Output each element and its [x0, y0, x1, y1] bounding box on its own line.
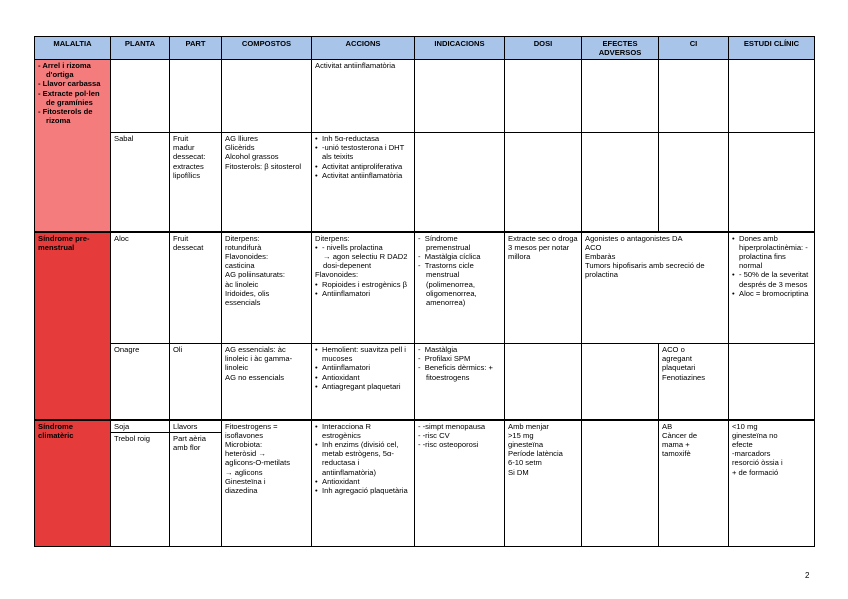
planta-soja: Soja — [111, 420, 170, 433]
part-trebol: Part aèria amb flor — [170, 433, 222, 547]
planta-cell — [111, 60, 170, 133]
header-dosi: DOSI — [505, 37, 582, 60]
part-onagre: Oli — [170, 344, 222, 420]
page-number: 2 — [805, 571, 810, 580]
estudi-aloc: • Dones amb hiperprolactinèmia: -prolactina fins normal • - 50% de la severitat després de 3 mesos • Aloc = bromocriptina — [729, 232, 815, 344]
header-indicacions: INDICACIONS — [415, 37, 505, 60]
part-soja: Llavors — [170, 420, 222, 433]
compostos-aloc: Diterpens: rotundifurà Flavonoides: casticina AG poliinsaturats: àc linoleic Iridoides, olis essencials — [222, 232, 312, 344]
header-row — [35, 37, 815, 60]
compostos-onagre: AG essencials: àc linoleic i àc gamma-linoleic AG no essencials — [222, 344, 312, 420]
indicacions-onagre: - Mastàlgia - Profilaxi SPM - Beneficis dèrmics: + fitoestrogens — [415, 344, 505, 420]
part-cell — [170, 60, 222, 133]
planta-aloc: Aloc — [111, 232, 170, 344]
accions-cell: Activitat antiinflamatòria — [312, 60, 415, 133]
dosi-climateric: Amb menjar >15 mg ginesteïna Període latència 6-10 setm Si DM — [505, 420, 582, 547]
accions-onagre: • Hemolient: suavitza pell i mucoses • Antiinflamatori • Antioxidant • Antiagregant plaquetari — [312, 344, 415, 420]
header-ci: CI — [659, 37, 729, 60]
header-compostos: COMPOSTOS — [222, 37, 312, 60]
table-row — [35, 232, 815, 344]
malaltia-list: - Arrel i rizoma d'ortiga - Llavor carbassa - Extracte pol·len de gramínies - Fitosterols de rizoma — [38, 61, 101, 126]
indicacions-climateric: - -simpt menopausa - -risc CV - -risc osteoporosi — [415, 420, 505, 547]
table-row — [35, 60, 815, 133]
ci-climateric: AB Càncer de mama + tamoxifè — [659, 420, 729, 547]
planta-onagre: Onagre — [111, 344, 170, 420]
malaltia-climateric: Síndrome climatèric — [35, 420, 111, 547]
table-row — [35, 344, 815, 420]
header-accions: ACCIONS — [312, 37, 415, 60]
efectes-aloc: Agonistes o antagonistes DA ACO Embaràs Tumors hipofisaris amb secreció de prolactina — [582, 232, 729, 344]
accions-aloc: Diterpens: • - nivells prolactina → agon selectiu R DAD2 dosi-depenent Flavonoides: • Ropioides i estrogènics β • Antiinflamatori — [312, 232, 415, 344]
planta-trebol: Trebol roig — [111, 433, 170, 547]
planta-sabal: Sabal — [111, 133, 170, 232]
estudi-climateric: <10 mg ginesteïna no efecte -marcadors resorció òssia i + de formació — [729, 420, 815, 547]
ci-onagre: ACO o agregant plaquetari Fenotiazines — [659, 344, 729, 420]
header-efectes-adversos: EFECTES ADVERSOS — [582, 37, 659, 60]
header-estudi-clinic: ESTUDI CLÍNIC — [729, 37, 815, 60]
part-aloc: Fruit dessecat — [170, 232, 222, 344]
header-part: PART — [170, 37, 222, 60]
compostos-climateric: Fitoestrogens = isoflavones Microbiota: heteròsid → aglicons-O-metilats → aglicons Ginesteïna i diazedina — [222, 420, 312, 547]
dosi-aloc: Extracte sec o droga 3 mesos per notar millora — [505, 232, 582, 344]
table-row — [35, 133, 815, 232]
header-malaltia: MALALTIA — [35, 37, 111, 60]
part-sabal: Fruit madur dessecat: extractes lipofílics — [170, 133, 222, 232]
herbal-remedies-table — [34, 36, 815, 547]
compostos-sabal: AG lliures Glicèrids Alcohol grassos Fitosterols: β sitosterol — [222, 133, 312, 232]
malaltia-cell-prostate — [35, 60, 111, 232]
malaltia-premenstrual: Síndrome pre-menstrual — [35, 232, 111, 420]
header-planta: PLANTA — [111, 37, 170, 60]
compostos-cell — [222, 60, 312, 133]
accions-sabal: • Inh 5α-reductasa • -unió testosterona i DHT als teixits • Activitat antiproliferativa • Activitat antiinflamatòria — [312, 133, 415, 232]
table-row — [35, 420, 815, 433]
accions-climateric: • Interacciona R estrogènics • Inh enzims (divisió cel, metab estrògens, 5α-reductasa i antiinflamatòria) • Antioxidant • Inh agregació plaquetària — [312, 420, 415, 547]
indicacions-aloc: - Síndrome premenstrual - Mastàlgia cíclica - Trastorns cicle menstrual (polimenorrea, oligomenorrea, amenorrea) — [415, 232, 505, 344]
